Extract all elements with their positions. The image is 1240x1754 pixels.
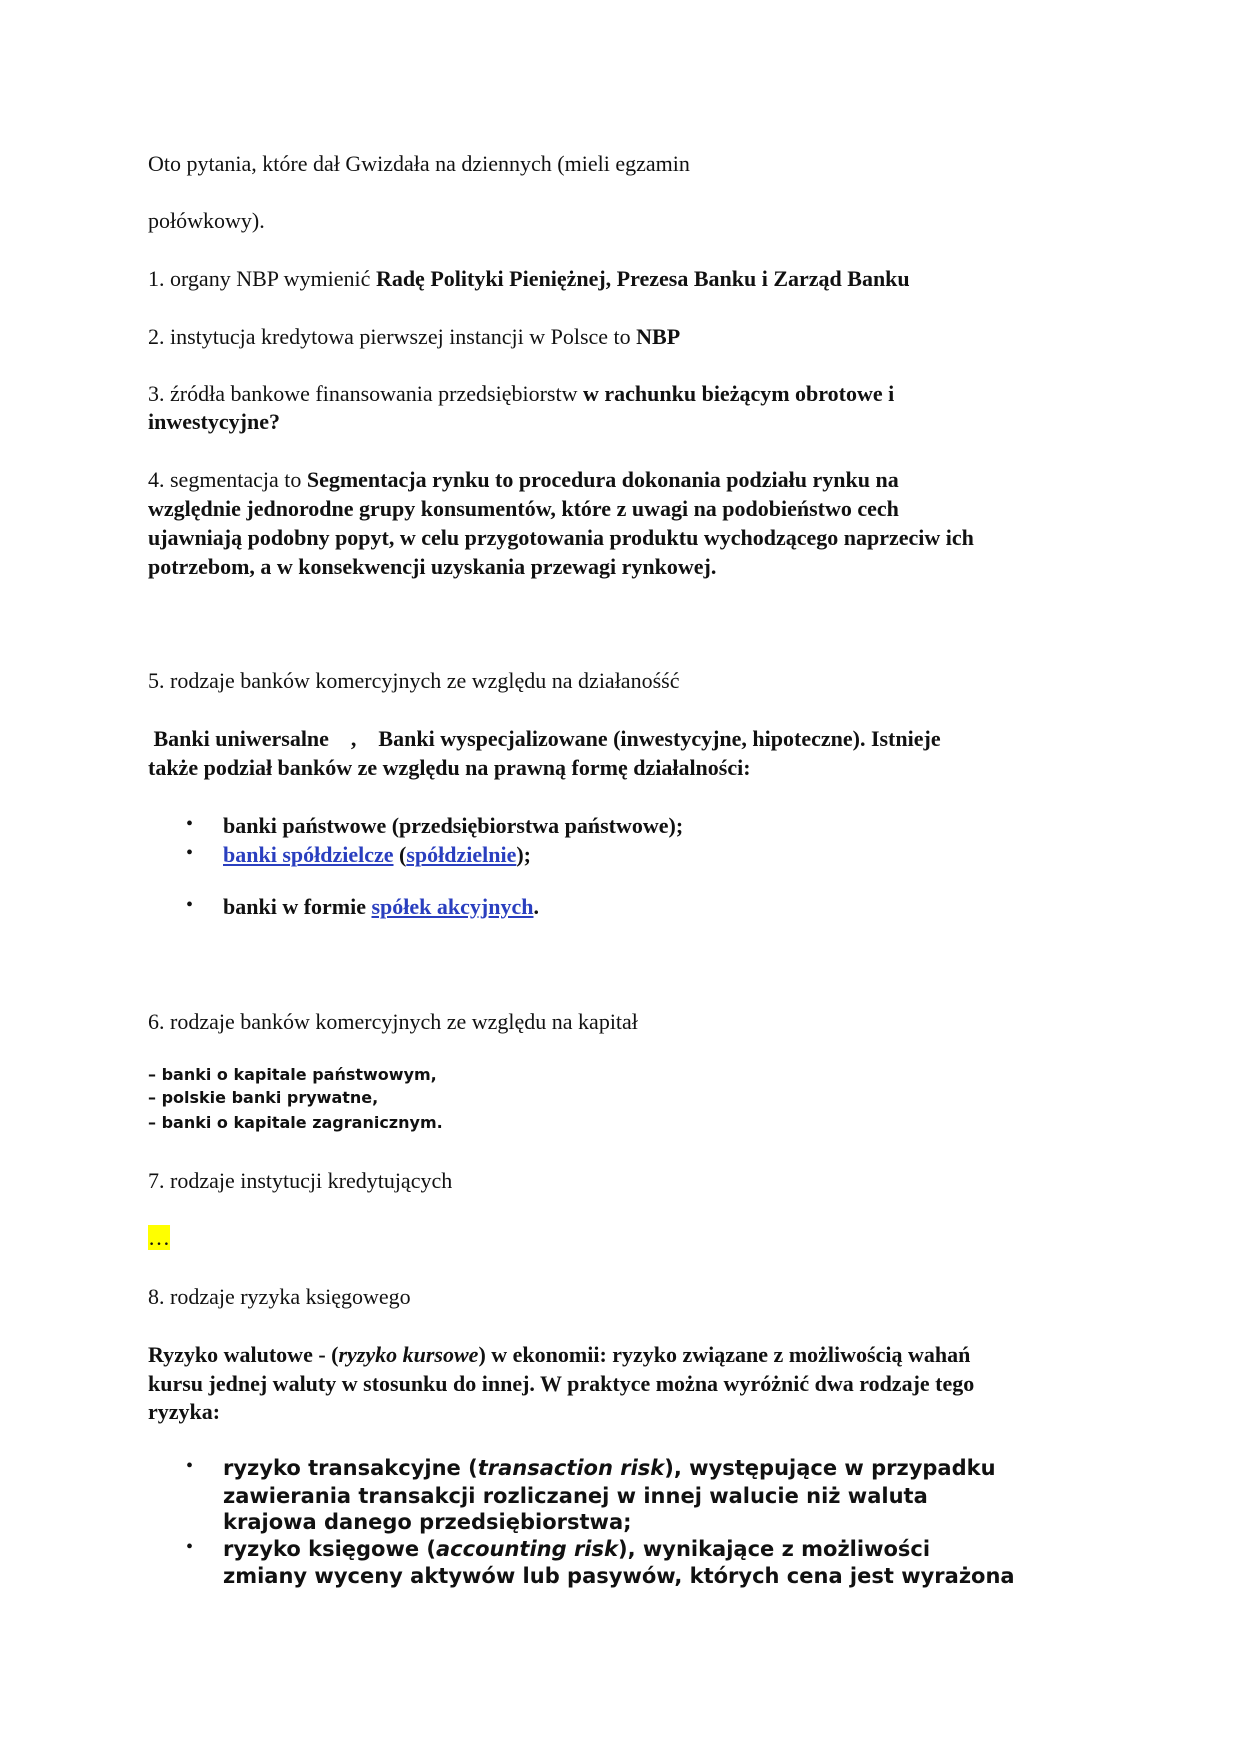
- question-3: [148, 381, 894, 407]
- answer-text: w rachunku bieżącym obrotowe i: [582, 381, 895, 406]
- answer-4-line: względnie jednorodne grupy konsumentów, które z uwagi na podobieństwo cech: [148, 496, 899, 521]
- answer-8-line: ryzyka:: [148, 1399, 221, 1424]
- text: ), występujące w przypadku: [664, 1456, 996, 1480]
- answer-4-line: potrzebom, a w konsekwencji uzyskania przewagi rynkowej.: [148, 554, 717, 579]
- list-item-cont: zawierania transakcji rozliczanej w innej walucie niż waluta: [223, 1484, 928, 1508]
- list-item: [223, 842, 531, 868]
- answer-8-line: kursu jednej waluty w stosunku do innej. W praktyce można wyróżnić dwa rodzaje tego: [148, 1371, 975, 1396]
- bullet-icon: •: [186, 1536, 194, 1558]
- text: ) w ekonomii: ryzyko związane z możliwością wahań: [478, 1342, 971, 1367]
- text: .: [533, 894, 539, 919]
- list-item: [223, 894, 539, 920]
- question-6: 6. rodzaje banków komercyjnych ze względu na kapitał: [148, 1009, 638, 1034]
- question-7: 7. rodzaje instytucji kredytujących: [148, 1168, 453, 1193]
- text: ryzyko księgowe (: [223, 1537, 437, 1561]
- list-item-cont: krajowa danego przedsiębiorstwa;: [223, 1510, 632, 1534]
- text: ), wynikające z możliwości: [617, 1537, 931, 1561]
- answer-8-line: [148, 1342, 970, 1368]
- list-item: banki państwowe (przedsiębiorstwa państwowe);: [223, 813, 684, 838]
- answer-text: Radę Polityki Pieniężnej, Prezesa Banku i Zarząd Banku: [375, 266, 910, 291]
- text: ryzyko transakcyjne (: [223, 1456, 478, 1480]
- intro-line-2: połówkowy).: [148, 208, 265, 233]
- answer-text: Segmentacja rynku to procedura dokonania podziału rynku na: [306, 467, 899, 492]
- question-text: 4. segmentacja to: [148, 467, 307, 492]
- question-5: 5. rodzaje banków komercyjnych ze względu na działanośść: [148, 668, 680, 693]
- link-spoldzielnie[interactable]: spółdzielnie: [406, 842, 517, 867]
- answer-6-line: – banki o kapitale zagranicznym.: [148, 1113, 443, 1132]
- list-item: [223, 1536, 930, 1563]
- answer-6-line: – banki o kapitale państwowym,: [148, 1065, 437, 1084]
- text: );: [516, 842, 532, 867]
- question-8: 8. rodzaje ryzyka księgowego: [148, 1284, 411, 1309]
- text: Ryzyko walutowe - (: [148, 1342, 339, 1367]
- list-item: [223, 1455, 996, 1482]
- text: banki w formie: [223, 894, 372, 919]
- link-spolek-akcyjnych[interactable]: spółek akcyjnych: [371, 894, 534, 919]
- bullet-icon: •: [186, 1455, 194, 1477]
- question-4: [148, 467, 899, 493]
- text-italic: transaction risk: [477, 1456, 665, 1480]
- question-text: 2. instytucja kredytowa pierwszej instancji w Polsce to: [148, 324, 637, 349]
- bullet-icon: •: [186, 894, 194, 916]
- bullet-icon: •: [186, 842, 194, 864]
- highlighted-ellipsis: …: [148, 1225, 170, 1250]
- answer-7: [148, 1225, 170, 1251]
- text-italic: ryzyko kursowe: [338, 1342, 479, 1367]
- intro-line-1: Oto pytania, które dał Gwizdała na dziennych (mieli egzamin: [148, 151, 690, 176]
- answer-3-cont: inwestycyjne?: [148, 409, 280, 434]
- bullet-icon: •: [186, 813, 194, 835]
- list-item-cont: zmiany wyceny aktywów lub pasywów, których cena jest wyrażona: [223, 1564, 1015, 1588]
- question-text: 3. źródła bankowe finansowania przedsiębiorstw: [148, 381, 583, 406]
- question-text: 1. organy NBP wymienić: [148, 266, 376, 291]
- answer-text: NBP: [636, 324, 681, 349]
- answer-5-line: także podział banków ze względu na prawną formę działalności:: [148, 755, 751, 780]
- question-1: [148, 266, 910, 292]
- answer-5-line: Banki uniwersalne , Banki wyspecjalizowane (inwestycyjne, hipoteczne). Istnieje: [148, 726, 941, 751]
- answer-4-line: ujawniają podobny popyt, w celu przygotowania produktu wychodzącego naprzeciw ich: [148, 525, 974, 550]
- text: (: [393, 842, 407, 867]
- text-italic: accounting risk: [436, 1537, 618, 1561]
- link-banki-spoldzielcze[interactable]: banki spółdzielcze: [223, 842, 394, 867]
- question-2: [148, 324, 680, 350]
- answer-6-line: – polskie banki prywatne,: [148, 1088, 379, 1107]
